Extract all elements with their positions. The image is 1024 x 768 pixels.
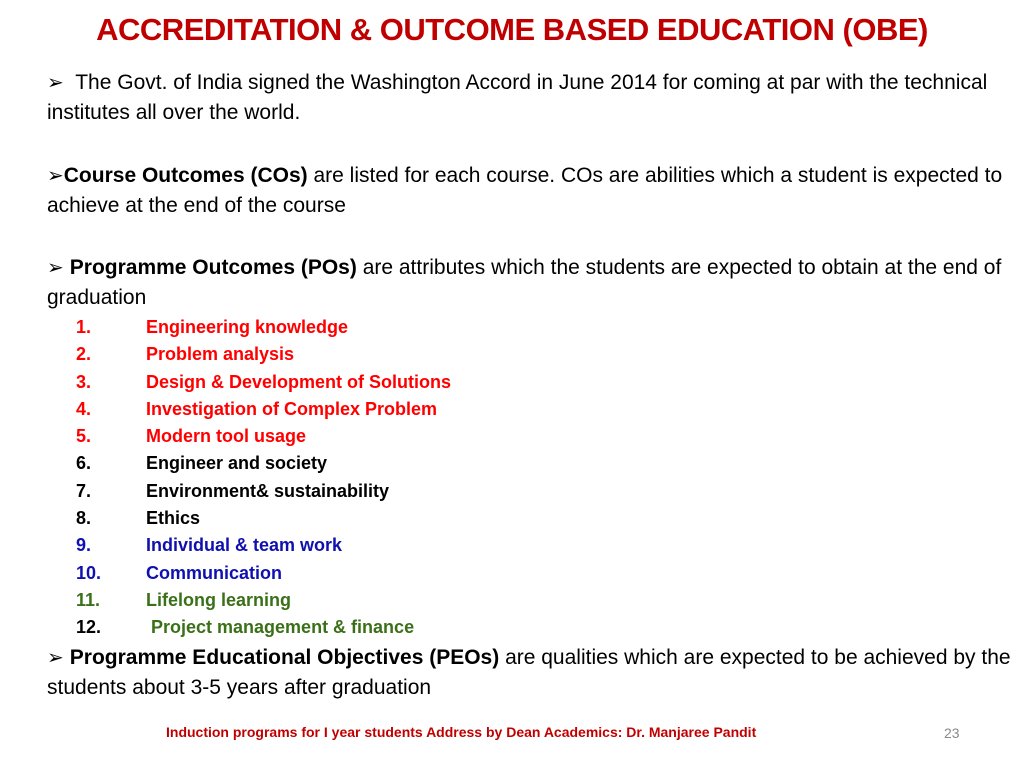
list-item [76,369,451,396]
list-item-number: 2. [76,344,92,365]
list-item-number: 10. [76,562,102,583]
page-number: 23 [944,725,960,741]
list-item-label: Modern tool usage [146,426,307,447]
bullet-bold-text: Programme Educational Objectives (PEOs) [69,646,500,669]
list-item-label: Environment& sustainability [146,480,390,501]
arrow-bullet-icon: ➢ [47,647,64,669]
bullet-programme-outcomes [47,253,1012,313]
bullet-bold-text: Course Outcomes (COs) [63,164,308,187]
slide-title: ACCREDITATION & OUTCOME BASED EDUCATION (OBE) [96,12,928,47]
list-item-number: 6. [76,453,92,474]
list-item-number: 3. [76,371,92,392]
bullet-course-outcomes [47,161,1012,221]
list-item-label: Investigation of Complex Problem [146,398,438,419]
list-item [76,560,451,587]
bullet-text: are attributes which the students are expected to obtain at the end of graduation [47,256,1002,309]
list-item-label: Communication [146,562,283,583]
arrow-bullet-icon: ➢ [47,165,64,187]
list-item [76,505,451,532]
arrow-bullet-icon: ➢ [47,72,64,94]
bullet-bold-text: Programme Outcomes (POs) [69,256,357,279]
list-item [76,450,451,477]
list-item-number: 4. [76,398,92,419]
list-item [76,614,451,641]
slide-footer: Induction programs for I year students Address by Dean Academics: Dr. Manjaree Pandit [166,724,757,740]
list-item-label: Engineer and society [146,453,328,474]
bullet-text: are qualities which are expected to be achieved by the students about 3-5 years after graduation [47,646,1011,699]
list-item-label: Ethics [146,508,201,529]
list-item-label: Lifelong learning [146,589,292,610]
list-item [76,587,451,614]
bullet-programme-educational-objectives [47,643,1012,703]
list-item-label: Problem analysis [146,344,295,365]
list-item-number: 8. [76,508,92,529]
list-item-label: Design & Development of Solutions [146,371,452,392]
programme-outcomes-list [76,314,451,642]
list-item-number: 9. [76,535,92,556]
list-item-label: Individual & team work [146,535,343,556]
list-item-number: 12. [76,617,102,638]
list-item [76,396,451,423]
list-item-number: 11. [76,589,101,610]
arrow-bullet-icon: ➢ [47,257,64,279]
list-item [76,341,451,368]
bullet-text: The Govt. of India signed the Washington Accord in June 2014 for coming at par with the technical institutes all over the world. [47,71,988,124]
list-item [76,423,451,450]
list-item-number: 7. [76,480,92,501]
list-item-number: 5. [76,426,92,447]
list-item-label: Engineering knowledge [146,317,349,337]
list-item-label: Project management & finance [146,617,415,638]
list-item-number: 1. [76,317,92,337]
list-item [76,314,451,341]
list-item [76,478,451,505]
bullet-text: are listed for each course. COs are abilities which a student is expected to achieve at the end of the course [47,164,1003,217]
list-item [76,532,451,559]
bullet-washington-accord [47,68,1012,128]
